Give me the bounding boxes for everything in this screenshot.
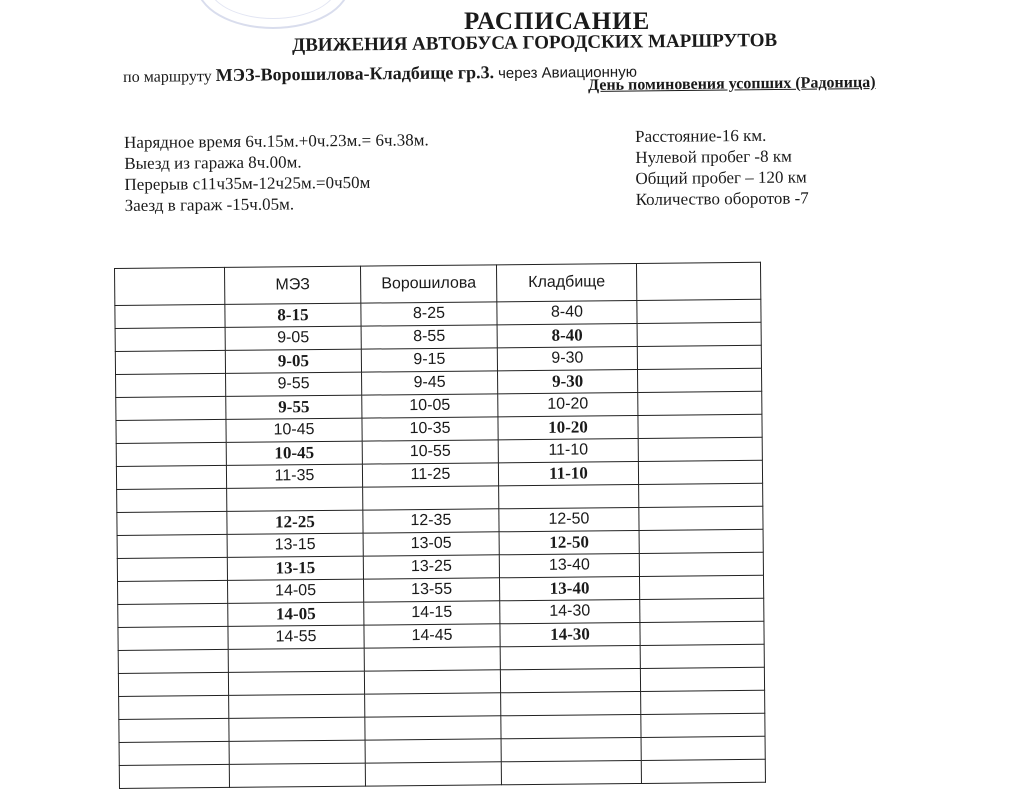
table-cell-empty xyxy=(639,529,763,553)
table-cell-empty xyxy=(639,575,763,599)
time-cell xyxy=(501,760,641,784)
table-cell-empty xyxy=(640,621,764,645)
table-cell-empty xyxy=(641,759,765,783)
page-title: РАСПИСАНИЕ xyxy=(464,8,651,35)
time-cell: 9-05 xyxy=(225,326,361,350)
table-cell-empty xyxy=(118,672,228,696)
table-cell-empty xyxy=(116,373,226,397)
info-turnovers: Количество оборотов -7 xyxy=(635,188,809,209)
time-cell: 8-25 xyxy=(361,302,497,326)
column-header-kladbishche: Кладбище xyxy=(496,263,636,301)
time-cell: 10-35 xyxy=(362,417,498,441)
time-cell: 12-35 xyxy=(363,509,499,533)
time-cell xyxy=(227,487,363,511)
info-garage-exit: Выезд из гаража 8ч.00м. xyxy=(124,152,302,173)
page-subtitle: ДВИЖЕНИЯ АВТОБУСА ГОРОДСКИХ МАРШРУТОВ xyxy=(292,29,778,56)
table-cell-empty xyxy=(115,350,225,374)
time-cell: 10-05 xyxy=(362,394,498,418)
time-cell: 11-10 xyxy=(498,438,638,462)
time-cell: 14-05 xyxy=(228,579,364,603)
table-cell-empty xyxy=(637,322,761,346)
table-cell-empty xyxy=(117,557,227,581)
table-cell-empty xyxy=(639,506,763,530)
table-cell-empty xyxy=(641,690,765,714)
table-cell-empty xyxy=(119,764,229,788)
time-cell: 9-30 xyxy=(497,346,637,370)
column-header xyxy=(636,262,760,300)
time-cell xyxy=(499,484,639,508)
time-cell: 10-55 xyxy=(362,440,498,464)
time-cell: 13-05 xyxy=(363,532,499,556)
time-cell: 11-10 xyxy=(498,461,638,485)
time-cell: 13-25 xyxy=(363,555,499,579)
info-left-block xyxy=(124,129,429,216)
time-cell: 9-05 xyxy=(225,349,361,373)
time-cell xyxy=(228,671,364,695)
table-row xyxy=(119,759,765,788)
time-cell: 11-25 xyxy=(362,463,498,487)
table-cell-empty xyxy=(116,465,226,489)
time-cell xyxy=(229,740,365,764)
stamp-mark xyxy=(196,0,350,29)
route-via: через Авиационную xyxy=(497,63,638,83)
schedule-body xyxy=(115,299,766,788)
time-cell: 13-40 xyxy=(499,553,639,577)
time-cell: 9-15 xyxy=(361,348,497,372)
table-cell-empty xyxy=(118,626,228,650)
time-cell: 12-50 xyxy=(499,530,639,554)
time-cell xyxy=(501,714,641,738)
time-cell: 14-55 xyxy=(228,625,364,649)
time-cell xyxy=(229,717,365,741)
info-distance: Расстояние-16 км. xyxy=(635,125,767,146)
table-cell-empty xyxy=(116,396,226,420)
time-cell: 8-40 xyxy=(497,300,637,324)
table-cell-empty xyxy=(637,345,761,369)
time-cell: 14-45 xyxy=(364,624,500,648)
table-cell-empty xyxy=(119,718,229,742)
time-cell: 9-55 xyxy=(226,395,362,419)
time-cell: 14-30 xyxy=(500,622,640,646)
table-cell-empty xyxy=(641,713,765,737)
time-cell: 8-55 xyxy=(361,325,497,349)
time-cell xyxy=(365,693,501,717)
table-cell-empty xyxy=(638,414,762,438)
time-cell: 9-55 xyxy=(226,372,362,396)
table-cell-empty xyxy=(118,603,228,627)
time-cell: 10-45 xyxy=(226,418,362,442)
table-cell-empty xyxy=(637,368,761,392)
table-cell-empty xyxy=(640,598,764,622)
table-cell-empty xyxy=(640,667,764,691)
table-header-row xyxy=(115,262,761,305)
table-cell-empty xyxy=(640,644,764,668)
column-header-voroshilova: Ворошилова xyxy=(360,265,496,303)
time-cell: 14-30 xyxy=(500,599,640,623)
table-cell-empty xyxy=(119,741,229,765)
info-garage-return: Заезд в гараж -15ч.05м. xyxy=(124,194,295,215)
time-cell xyxy=(229,694,365,718)
time-cell: 9-30 xyxy=(498,369,638,393)
time-cell: 13-40 xyxy=(499,576,639,600)
time-cell xyxy=(500,645,640,669)
time-cell xyxy=(228,648,364,672)
table-cell-empty xyxy=(119,695,229,719)
time-cell: 13-55 xyxy=(363,578,499,602)
time-cell xyxy=(501,691,641,715)
table-cell-empty xyxy=(639,483,763,507)
table-cell-empty xyxy=(117,534,227,558)
time-cell xyxy=(363,486,499,510)
table-cell-empty xyxy=(638,391,762,415)
info-zero-run: Нулевой пробег -8 км xyxy=(635,146,792,167)
time-cell xyxy=(364,670,500,694)
time-cell xyxy=(365,716,501,740)
table-cell-empty xyxy=(641,736,765,760)
route-name: МЭЗ-Ворошилова-Кладбище гр.3. xyxy=(215,62,495,86)
table-cell-empty xyxy=(637,299,761,323)
time-cell: 11-35 xyxy=(226,464,362,488)
table-cell-empty xyxy=(115,304,225,328)
schedule-table xyxy=(114,262,766,789)
column-header-mez: МЭЗ xyxy=(224,266,360,304)
table-cell-empty xyxy=(118,580,228,604)
table-cell-empty xyxy=(115,327,225,351)
table-cell-empty xyxy=(638,437,762,461)
table-cell-empty xyxy=(117,488,227,512)
time-cell xyxy=(365,739,501,763)
table-cell-empty xyxy=(116,419,226,443)
time-cell: 14-05 xyxy=(228,602,364,626)
time-cell: 14-15 xyxy=(364,601,500,625)
info-break: Перерыв с11ч35м-12ч25м.=0ч50м xyxy=(124,172,371,194)
time-cell xyxy=(229,763,365,787)
time-cell: 10-20 xyxy=(498,415,638,439)
column-header xyxy=(115,267,225,305)
time-cell xyxy=(364,647,500,671)
table-cell-empty xyxy=(118,649,228,673)
route-line xyxy=(123,61,637,87)
occasion-label: День поминовения усопших (Радоница) xyxy=(588,73,876,94)
time-cell: 8-15 xyxy=(225,303,361,327)
info-duty-time: Нарядное время 6ч.15м.+0ч.23м.= 6ч.38м. xyxy=(124,130,429,152)
time-cell: 13-15 xyxy=(227,556,363,580)
table-cell-empty xyxy=(117,511,227,535)
route-prefix: по маршруту xyxy=(123,68,212,86)
time-cell xyxy=(365,762,501,786)
time-cell: 12-25 xyxy=(227,510,363,534)
time-cell: 10-45 xyxy=(226,441,362,465)
table-cell-empty xyxy=(639,552,763,576)
time-cell: 9-45 xyxy=(362,371,498,395)
time-cell: 13-15 xyxy=(227,533,363,557)
time-cell xyxy=(500,668,640,692)
info-total-run: Общий пробег – 120 км xyxy=(635,167,807,188)
time-cell: 10-20 xyxy=(498,392,638,416)
info-right-block xyxy=(635,124,809,210)
time-cell: 8-40 xyxy=(497,323,637,347)
table-cell-empty xyxy=(116,442,226,466)
time-cell xyxy=(501,737,641,761)
table-cell-empty xyxy=(638,460,762,484)
time-cell: 12-50 xyxy=(499,507,639,531)
